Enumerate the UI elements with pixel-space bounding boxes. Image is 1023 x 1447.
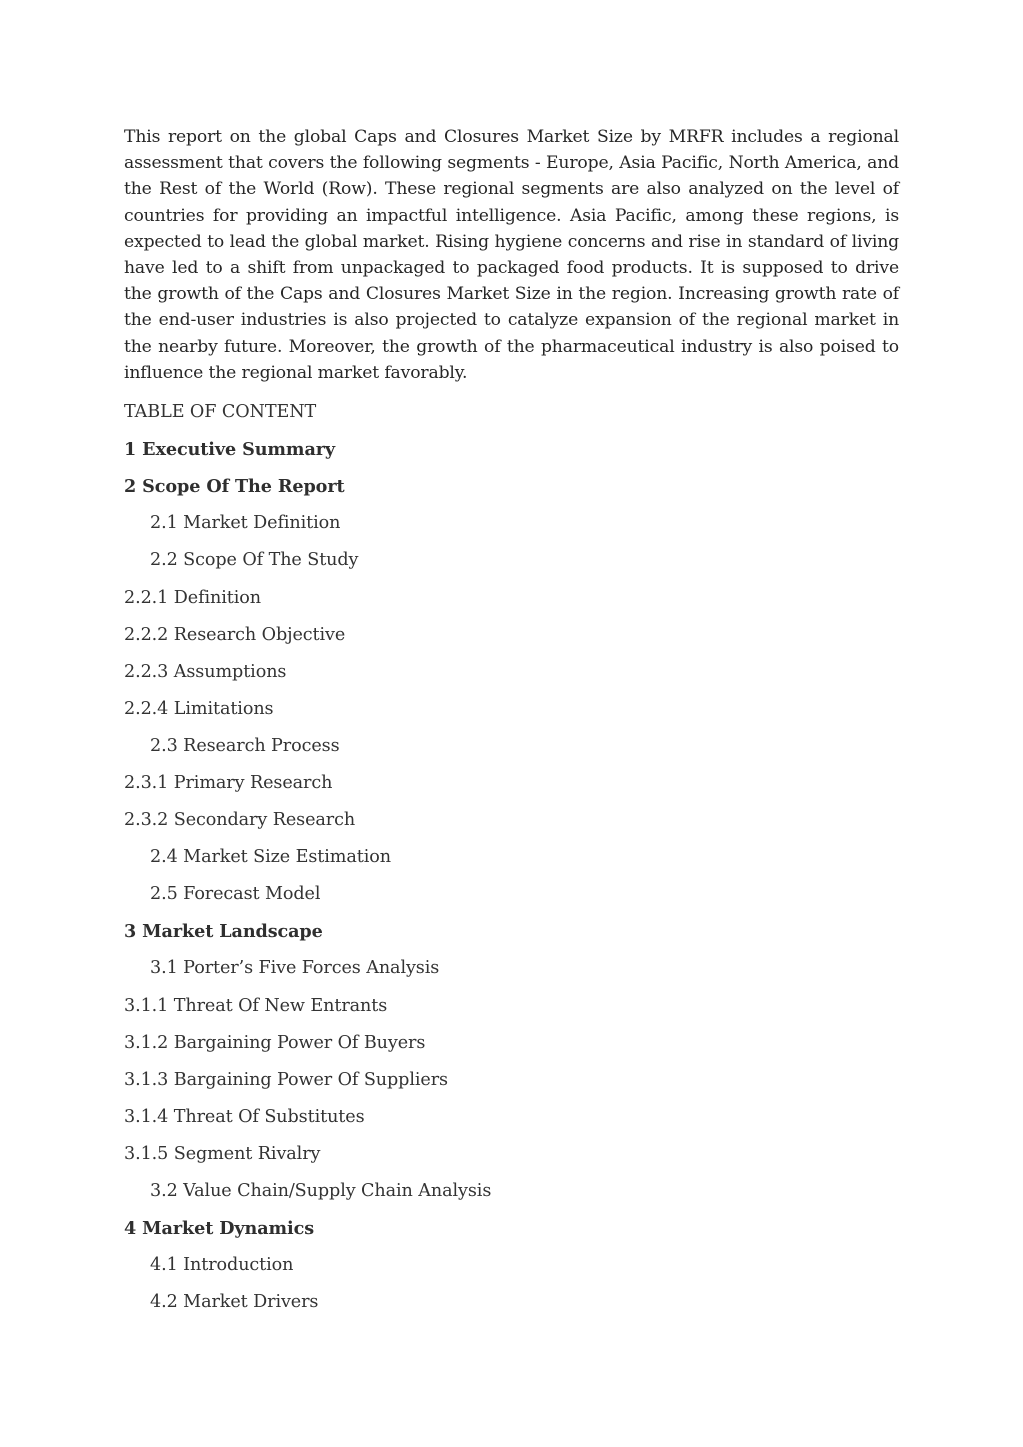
toc-item: 1 Executive Summary [124, 439, 336, 461]
toc-item: 2.1 Market Definition [150, 513, 341, 534]
toc-item: 2.3.2 Secondary Research [124, 810, 356, 831]
toc-item: 2.2 Scope Of The Study [150, 550, 359, 571]
toc-item: 2.2.3 Assumptions [124, 661, 287, 682]
toc-item: 2.4 Market Size Estimation [150, 847, 391, 868]
toc-item: 2.2.1 Definition [124, 587, 261, 608]
toc-item: 3.2 Value Chain/Supply Chain Analysis [150, 1181, 492, 1201]
toc-item: 3.1.3 Bargaining Power Of Suppliers [124, 1069, 448, 1090]
toc-item: 4.1 Introduction [150, 1255, 294, 1276]
toc-item: 2.2.4 Limitations [124, 698, 274, 719]
toc-item: 2.5 Forecast Model [150, 884, 321, 905]
toc-item: 3 Market Landscape [124, 921, 323, 943]
toc-item: 3.1.4 Threat Of Substitutes [124, 1106, 365, 1127]
toc-item: 2.3 Research Process [150, 735, 340, 756]
intro-paragraph: This report on the global Caps and Closures Market Size by MRFR includes a regional assessment that covers the following segments - Europe, Asia Pacific, North America, and the Rest of the World (Row). These regional segments are also analyzed on the level of countries for providing an impactful intelligence. Asia Pacific, among these regions, is expected to lead the global market. Rising hygiene concerns and rise in standard of living have led to a shift from unpackaged to packaged food products. It is supposed to drive the growth of the Caps and Closures Market Size in the region. Increasing growth rate of the end-user industries is also projected to catalyze expansion of the regional market in the nearby future. Moreover, the growth of the pharmaceutical industry is also poised to influence the regional market favorably. [124, 127, 899, 383]
toc-item: 2 Scope Of The Report [124, 476, 345, 498]
toc-item: 3.1.2 Bargaining Power Of Buyers [124, 1032, 426, 1053]
toc-item: 2.3.1 Primary Research [124, 772, 333, 793]
toc-item: 4.2 Market Drivers [150, 1292, 319, 1313]
toc-heading: TABLE OF CONTENT [124, 402, 317, 423]
toc-item: 3.1.5 Segment Rivalry [124, 1143, 321, 1164]
toc-item: 3.1 Porter’s Five Forces Analysis [150, 958, 440, 979]
document-page [124, 124, 899, 1321]
table-of-contents [124, 394, 899, 1321]
toc-item: 3.1.1 Threat Of New Entrants [124, 995, 388, 1016]
toc-item: 2.2.2 Research Objective [124, 624, 346, 645]
toc-item: 4 Market Dynamics [124, 1218, 315, 1240]
